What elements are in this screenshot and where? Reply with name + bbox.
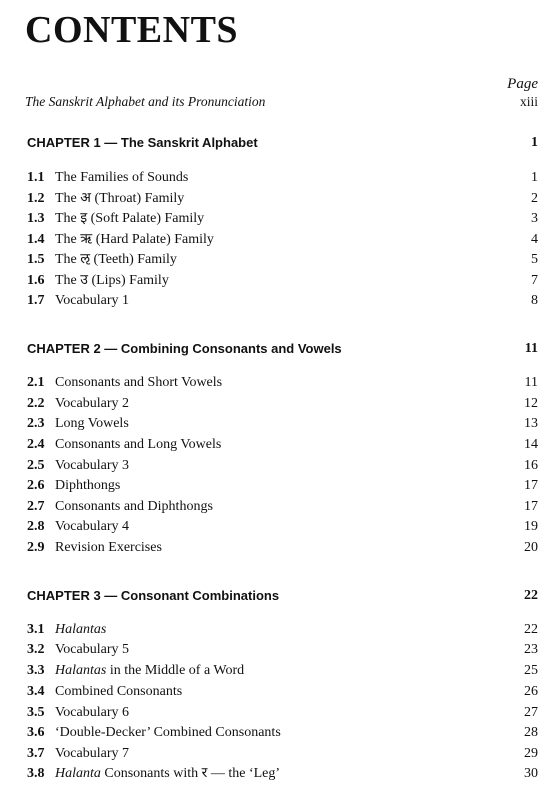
toc-entry <box>27 456 538 476</box>
entry-title: Vocabulary 7 <box>55 746 129 761</box>
entry-title: Combined Consonants <box>55 684 183 699</box>
entry-title-rest: in the Middle of a Word <box>106 663 245 678</box>
entry-page: 22 <box>524 622 538 637</box>
entry-page: 1 <box>531 170 538 185</box>
toc-entry <box>27 394 538 414</box>
entry-number: 1.4 <box>27 232 45 247</box>
entry-title-rest: Consonants with र — the ‘Leg’ <box>100 766 281 781</box>
entry-title: ‘Double-Decker’ Combined Consonants <box>55 725 281 740</box>
entry-number: 2.6 <box>27 478 45 493</box>
entry-number: 3.6 <box>27 725 45 740</box>
entry-title: The Families of Sounds <box>55 170 189 185</box>
entry-title: Consonants and Short Vowels <box>55 375 223 390</box>
entry-title: The ऌ (Teeth) Family <box>55 252 177 267</box>
toc-entry <box>27 703 538 723</box>
entry-number: 1.3 <box>27 211 45 226</box>
entry-page: 5 <box>531 252 538 267</box>
entry-title: Consonants and Diphthongs <box>55 499 213 514</box>
chapter-page: 22 <box>524 588 538 603</box>
chapter-title: CHAPTER 1 — The Sanskrit Alphabet <box>27 135 258 150</box>
entry-title: The अ (Throat) Family <box>55 191 185 206</box>
entry-page: 16 <box>524 458 538 473</box>
entry-title-italic: Halanta <box>55 766 101 781</box>
entry-number: 2.2 <box>27 396 45 411</box>
entry-number: 1.1 <box>27 170 45 185</box>
entry-number: 2.3 <box>27 416 45 431</box>
entry-page: 23 <box>524 642 538 657</box>
entry-page: 14 <box>524 437 538 452</box>
toc-entry <box>27 189 538 209</box>
entry-page: 27 <box>524 705 538 720</box>
toc-entry <box>27 744 538 764</box>
toc-entry <box>27 661 538 681</box>
page-title: CONTENTS <box>25 9 239 51</box>
entry-title: Consonants and Long Vowels <box>55 437 222 452</box>
entry-title: Vocabulary 3 <box>55 458 129 473</box>
toc-entry <box>27 373 538 393</box>
chapter-1-heading <box>27 135 538 150</box>
toc-entry <box>27 517 538 537</box>
toc-entry <box>27 230 538 250</box>
entry-title: Revision Exercises <box>55 540 162 555</box>
entry-page: 30 <box>524 766 538 781</box>
toc-entry <box>27 620 538 640</box>
entry-title <box>55 661 244 681</box>
toc-entry <box>27 640 538 660</box>
toc-entry <box>27 435 538 455</box>
entry-number: 3.7 <box>27 746 45 761</box>
toc-entry <box>27 291 538 311</box>
entry-title: Vocabulary 5 <box>55 642 129 657</box>
entry-page: 3 <box>531 211 538 226</box>
toc-entry <box>27 414 538 434</box>
entry-title: Vocabulary 4 <box>55 519 129 534</box>
chapter-3-heading <box>27 588 538 603</box>
entry-title: The उ (Lips) Family <box>55 273 169 288</box>
entry-title: Vocabulary 1 <box>55 293 129 308</box>
entry-number: 1.2 <box>27 191 45 206</box>
entry-title <box>55 620 106 640</box>
toc-entry <box>27 497 538 517</box>
entry-page: 17 <box>524 478 538 493</box>
entry-number: 2.9 <box>27 540 45 555</box>
toc-entry <box>27 271 538 291</box>
intro-entry <box>25 94 538 110</box>
entry-number: 2.5 <box>27 458 45 473</box>
chapter-title: CHAPTER 3 — Consonant Combinations <box>27 588 280 603</box>
chapter-page: 1 <box>531 135 538 150</box>
entry-number: 3.2 <box>27 642 45 657</box>
entry-number: 3.8 <box>27 766 45 781</box>
entry-title-italic: Halantas <box>55 663 107 678</box>
chapter-title: CHAPTER 2 — Combining Consonants and Vowels <box>27 341 342 356</box>
entry-page: 28 <box>524 725 538 740</box>
toc-entry <box>27 723 538 743</box>
entry-page: 19 <box>524 519 538 534</box>
entry-page: 13 <box>524 416 538 431</box>
page-column-label: Page <box>507 76 538 92</box>
toc-entry <box>27 764 538 784</box>
entry-number: 3.1 <box>27 622 45 637</box>
entry-title <box>55 764 280 784</box>
entry-title: Diphthongs <box>55 478 121 493</box>
entry-page: 26 <box>524 684 538 699</box>
entry-page: 8 <box>531 293 538 308</box>
entry-number: 2.4 <box>27 437 45 452</box>
toc-entry <box>27 476 538 496</box>
entry-number: 2.1 <box>27 375 45 390</box>
entry-title: Vocabulary 2 <box>55 396 129 411</box>
entry-page: 29 <box>524 746 538 761</box>
entry-page: 12 <box>524 396 538 411</box>
chapter-2-heading <box>27 341 538 356</box>
chapter-page: 11 <box>524 341 538 356</box>
entry-title: The ऋ (Hard Palate) Family <box>55 232 214 247</box>
entry-number: 1.7 <box>27 293 45 308</box>
toc-entry <box>27 538 538 558</box>
entry-number: 2.8 <box>27 519 45 534</box>
entry-page: 20 <box>524 540 538 555</box>
entry-page: 25 <box>524 663 538 678</box>
entry-number: 1.5 <box>27 252 45 267</box>
entry-page: 2 <box>531 191 538 206</box>
entry-number: 1.6 <box>27 273 45 288</box>
entry-number: 3.3 <box>27 663 45 678</box>
toc-entry <box>27 209 538 229</box>
entry-number: 3.5 <box>27 705 45 720</box>
entry-page: 4 <box>531 232 538 247</box>
entry-title-italic: Halantas <box>55 622 107 637</box>
entry-title: The इ (Soft Palate) Family <box>55 211 205 226</box>
entry-title: Long Vowels <box>55 416 129 431</box>
intro-page: xiii <box>519 94 538 109</box>
entry-title: Vocabulary 6 <box>55 705 129 720</box>
toc-entry <box>27 168 538 188</box>
entry-number: 2.7 <box>27 499 45 514</box>
toc-entry <box>27 250 538 270</box>
entry-page: 17 <box>524 499 538 514</box>
entry-page: 11 <box>524 375 538 390</box>
entry-number: 3.4 <box>27 684 45 699</box>
entry-page: 7 <box>531 273 538 288</box>
intro-label: The Sanskrit Alphabet and its Pronunciation <box>25 94 266 109</box>
toc-entry <box>27 682 538 702</box>
